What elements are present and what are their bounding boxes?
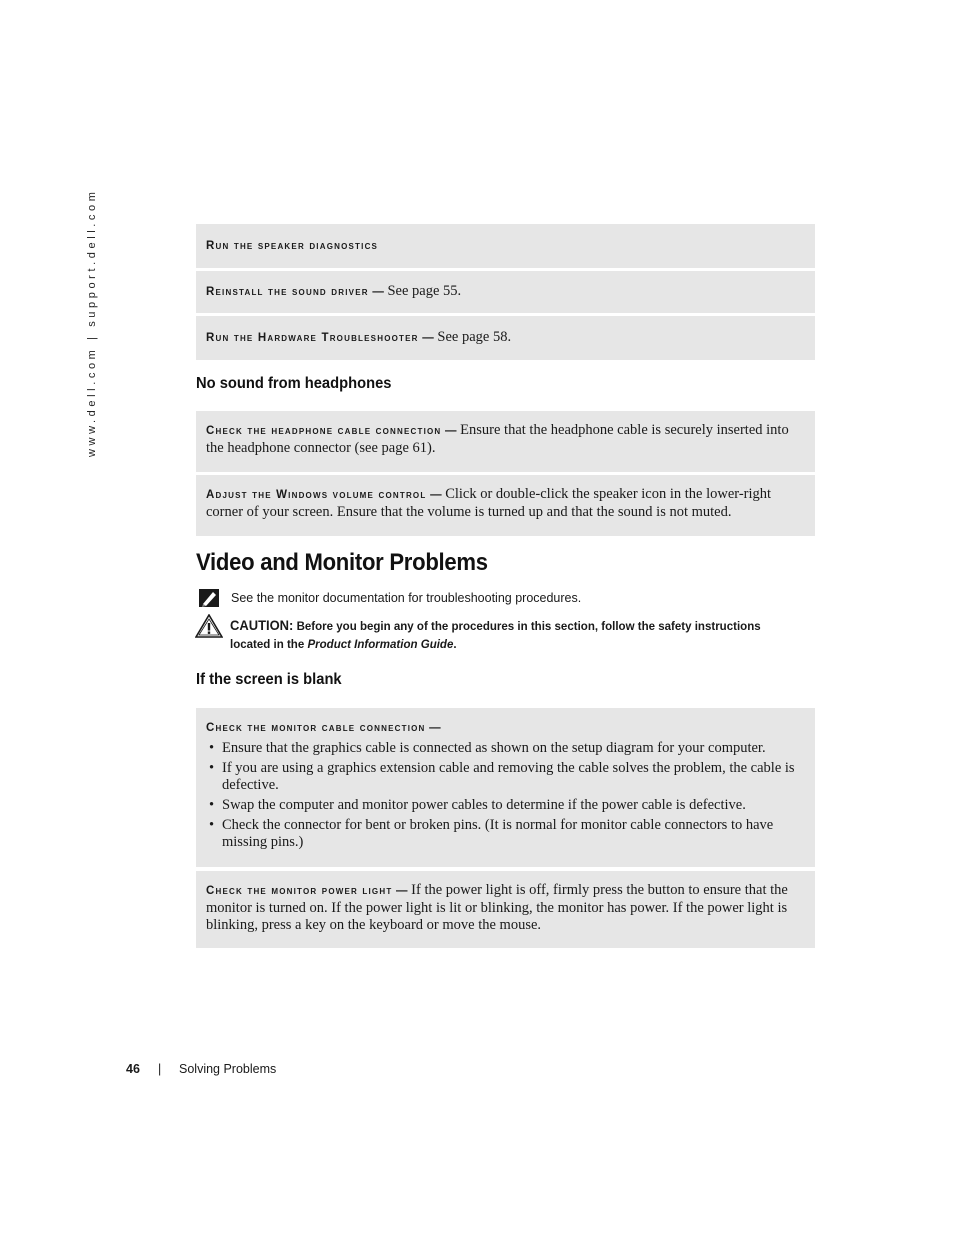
caution-icon <box>195 614 223 638</box>
tip-text: See page 55. <box>387 283 462 299</box>
tip-text: If the power light is off, firmly press the button to ensure that the monitor is turned on. If the power light is lit or blinking, the monitor has power. If the power light is blinking, press a key on the keyboard or move the mouse. <box>206 882 788 933</box>
em-dash: — <box>396 885 408 897</box>
page-number: 46 <box>126 1062 140 1076</box>
page-section-title: Video and Monitor Problems <box>196 549 488 576</box>
list-item: • Check the connector for bent or broken pins. (It is normal for monitor cable connectors to have missing pins.) <box>206 817 805 851</box>
em-dash: — <box>445 425 457 437</box>
em-dash: — <box>372 286 384 298</box>
tip-title: Run the Hardware Troubleshooter <box>206 332 419 344</box>
tip-text: See page 58. <box>437 329 512 345</box>
bullet-list <box>206 740 805 851</box>
caution-notice <box>230 617 777 653</box>
footer-section-name: Solving Problems <box>179 1062 277 1076</box>
tip-title: Check the monitor power light <box>206 885 393 897</box>
list-item: • If you are using a graphics extension cable and removing the cable solves the problem, the cable is defective. <box>206 760 805 794</box>
section-heading-headphones: No sound from headphones <box>196 375 392 392</box>
em-dash: — <box>422 332 434 344</box>
caution-text: Before you begin any of the procedures in this section, follow the safety instructions located in the <box>230 619 761 651</box>
footer-separator: | <box>158 1062 162 1076</box>
tip-text: Click or double-click the speaker icon in the lower-right corner of your screen. Ensure that the volume is turned up and that the sound is not muted. <box>206 486 772 520</box>
note-text: See the monitor documentation for troubleshooting procedures. <box>231 591 582 605</box>
tip-box-windows-volume <box>196 475 815 536</box>
em-dash: — <box>429 722 441 734</box>
tip-box-speaker-diagnostics <box>196 224 815 268</box>
tip-box-monitor-cable <box>196 708 815 867</box>
tip-title: Check the headphone cable connection <box>206 425 442 437</box>
tip-box-hardware-troubleshooter <box>196 316 815 360</box>
tip-title: Check the monitor cable connection <box>206 722 426 734</box>
tip-text: Ensure that the headphone cable is securely inserted into the headphone connector (see page 61). <box>206 422 789 456</box>
list-item: • Ensure that the graphics cable is connected as shown on the setup diagram for your computer. <box>206 740 805 757</box>
em-dash: — <box>430 489 442 501</box>
note-icon <box>199 589 219 607</box>
caution-guide-title: Product Information Guide <box>307 637 454 651</box>
tip-title: Reinstall the sound driver <box>206 286 369 298</box>
section-heading-screen-blank: If the screen is blank <box>196 671 342 688</box>
tip-box-monitor-power <box>196 871 815 948</box>
caution-period: . <box>453 637 457 651</box>
tip-box-headphone-cable <box>196 411 815 472</box>
list-item: • Swap the computer and monitor power cables to determine if the power cable is defective. <box>206 797 805 814</box>
sidebar-url: www.dell.com | support.dell.com <box>86 188 98 457</box>
caution-label: CAUTION: <box>230 618 294 633</box>
tip-title: Run the speaker diagnostics <box>206 240 379 252</box>
tip-box-reinstall-driver <box>196 271 815 313</box>
tip-title: Adjust the Windows volume control <box>206 489 427 501</box>
